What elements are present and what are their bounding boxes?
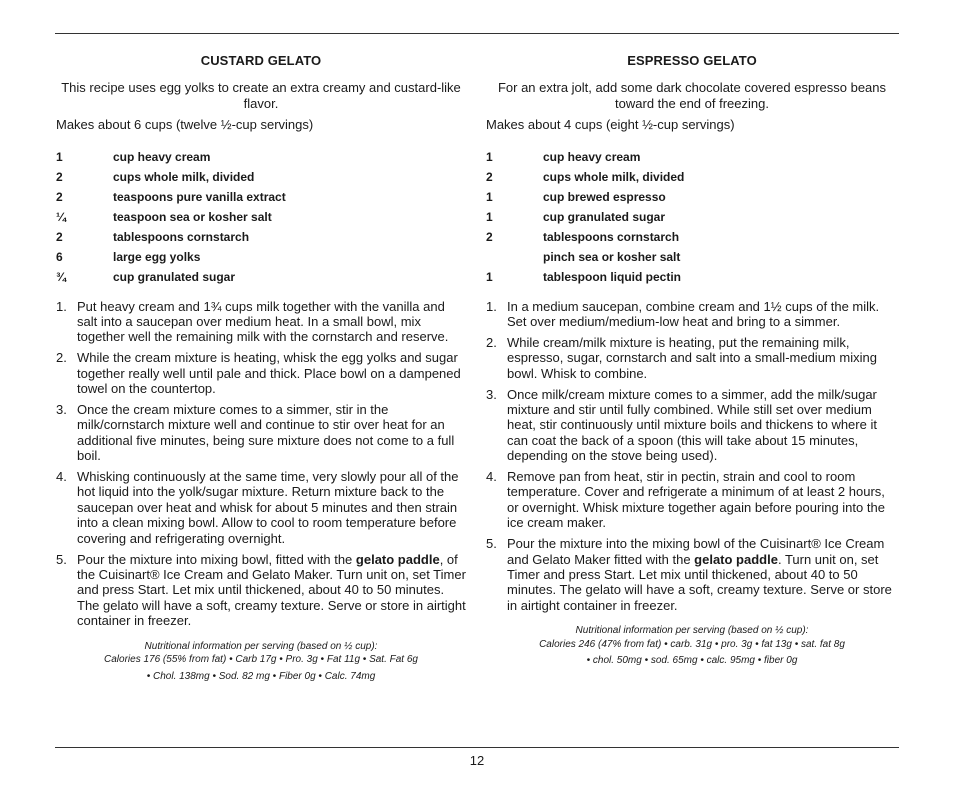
step-text-part: Pour the mixture into the mixing bowl of the Cuisinart® Ice Cream and Gelato Maker fitted with the	[507, 536, 885, 567]
step-item	[486, 335, 898, 381]
ingredient-item: cups whole milk, divided	[113, 169, 255, 184]
ingredient-row	[486, 167, 898, 187]
step-text: Remove pan from heat, stir in pectin, strain and cool to room temperature. Cover and refrigerate a minimum of at least 2 hours, or overnight. Whisk mixture together again before pouring into the ice cream maker.	[507, 469, 885, 531]
ingredient-qty: 2	[56, 189, 63, 204]
bottom-rule	[55, 747, 899, 748]
step-item	[56, 469, 466, 546]
step-number: 2.	[56, 350, 67, 366]
recipe-yield: Makes about 4 cups (eight ½-cup servings)	[486, 117, 735, 132]
ingredient-row	[486, 207, 898, 227]
ingredient-item: teaspoon sea or kosher salt	[113, 209, 272, 224]
ingredient-qty: 1	[486, 149, 493, 164]
ingredient-qty: 2	[56, 169, 63, 184]
ingredient-item: cup granulated sugar	[543, 209, 666, 224]
ingredient-list	[56, 147, 466, 287]
recipe-intro: This recipe uses egg yolks to create an extra creamy and custard-like flavor.	[61, 80, 461, 111]
nutrition-heading: Nutritional information per serving (based on ½ cup):	[144, 640, 378, 652]
ingredient-row	[486, 147, 898, 167]
ingredient-qty: 1	[56, 149, 63, 164]
step-text-part: Pour the mixture into mixing bowl, fitted with the	[77, 551, 356, 567]
ingredient-row	[56, 227, 466, 247]
step-number: 4.	[486, 469, 497, 485]
ingredient-item: cups whole milk, divided	[543, 169, 685, 184]
step-text: Once the cream mixture comes to a simmer, stir in the milk/cornstarch mixture well and continue to stir over heat for an additional five minutes, being sure mixture does not come to a full boil.	[77, 401, 455, 464]
top-rule	[55, 33, 899, 34]
ingredient-row	[486, 267, 898, 287]
recipe-intro: For an extra jolt, add some dark chocolate covered espresso beans toward the end of freezing.	[497, 80, 887, 111]
ingredient-item: tablespoons cornstarch	[543, 229, 680, 244]
ingredient-item: tablespoons cornstarch	[113, 229, 250, 244]
step-number: 1.	[56, 298, 67, 314]
ingredient-row	[56, 147, 466, 167]
step-text-part: , of the Cuisinart® Ice Cream and Gelato Maker. Turn unit on, set Timer and press Start. Let mix until thickened, about 40 to 50 minutes. The gelato will have a soft, creamy texture. Serve or store in airtight container in freezer.	[77, 551, 466, 629]
nutrition-line: • chol. 50mg • sod. 65mg • calc. 95mg • fiber 0g	[586, 655, 798, 667]
ingredient-qty: ¾	[56, 269, 67, 284]
nutrition-line: • Chol. 138mg • Sod. 82 mg • Fiber 0g • Calc. 74mg	[146, 670, 376, 682]
gelato-paddle-emphasis: gelato paddle	[694, 551, 778, 567]
step-list	[486, 299, 898, 614]
ingredient-item: pinch sea or kosher salt	[543, 249, 681, 264]
step-number: 5.	[56, 551, 67, 567]
nutrition-info	[486, 624, 898, 668]
step-text	[77, 552, 466, 629]
step-item	[56, 552, 466, 629]
step-item	[486, 299, 898, 330]
ingredient-qty: ¼	[56, 209, 67, 224]
recipe-yield: Makes about 6 cups (twelve ½-cup servings)	[56, 117, 314, 132]
step-number: 3.	[486, 386, 497, 402]
step-number: 3.	[56, 401, 67, 417]
step-text	[507, 536, 898, 613]
step-item	[56, 402, 466, 464]
step-item	[486, 387, 898, 464]
gelato-paddle-emphasis: gelato paddle	[355, 551, 440, 567]
recipe-title: CUSTARD GELATO	[200, 53, 322, 68]
ingredient-qty: 6	[56, 249, 63, 264]
ingredient-qty: 2	[486, 169, 493, 184]
ingredient-qty: 1	[486, 269, 493, 284]
step-text: While the cream mixture is heating, whisk the egg yolks and sugar together really well until pale and thick. Place bowl on a dampened towel on the countertop.	[77, 350, 461, 397]
ingredient-row	[56, 167, 466, 187]
ingredient-list	[486, 147, 898, 287]
espresso-gelato-recipe	[486, 53, 898, 668]
step-number: 2.	[486, 334, 497, 350]
ingredient-item: tablespoon liquid pectin	[543, 269, 681, 284]
ingredient-item: cup heavy cream	[113, 149, 211, 164]
ingredient-row	[56, 207, 466, 227]
page-number: 12	[469, 753, 485, 768]
step-text: While cream/milk mixture is heating, put the remaining milk, espresso, sugar, cornstarch and salt into a small-medium mixing bowl. Whisk to combine.	[507, 334, 877, 381]
step-number: 4.	[56, 469, 67, 485]
ingredient-row	[486, 187, 898, 207]
ingredient-row	[56, 247, 466, 267]
step-text: In a medium saucepan, combine cream and 1½ cups of the milk. Set over medium/medium-low heat and bring to a simmer.	[507, 298, 880, 329]
step-text: Put heavy cream and 1¾ cups milk together with the vanilla and salt into a saucepan over medium heat. In a small bowl, mix together well the remaining milk with the cornstarch and reserve.	[77, 298, 449, 345]
nutrition-line: Calories 246 (47% from fat) • carb. 31g • pro. 3g • fat 13g • sat. fat 8g	[539, 638, 845, 650]
ingredient-item: cup brewed espresso	[543, 189, 666, 204]
nutrition-line: Calories 176 (55% from fat) • Carb 17g • Pro. 3g • Fat 11g • Sat. Fat 6g	[104, 654, 418, 666]
step-item	[486, 536, 898, 613]
nutrition-info	[56, 640, 466, 684]
step-number: 1.	[486, 298, 497, 314]
step-text-part: . Turn unit on, set Timer and press Start. Let mix until thickened, about 40 to 50 minutes. The gelato will have a soft, creamy texture. Serve or store in airtight container in freezer.	[507, 551, 892, 613]
custard-gelato-recipe	[56, 53, 466, 683]
ingredient-row	[56, 267, 466, 287]
ingredient-item: large egg yolks	[113, 249, 201, 264]
ingredient-qty: 2	[486, 229, 493, 244]
ingredient-qty: 1	[486, 189, 493, 204]
step-item	[56, 350, 466, 396]
step-text: Whisking continuously at the same time, very slowly pour all of the hot liquid into the yolk/sugar mixture. Return mixture back to the saucepan over heat and whisk for about 5 minutes and then strain into a clean mixing bowl. Allow to cool to room temperature before covering and refrigerating overnight.	[77, 469, 459, 546]
recipe-title: ESPRESSO GELATO	[627, 53, 757, 68]
ingredient-item: teaspoons pure vanilla extract	[113, 189, 286, 204]
step-number: 5.	[486, 536, 497, 552]
ingredient-qty: 2	[56, 229, 63, 244]
ingredient-qty	[486, 247, 543, 267]
ingredient-item: cup granulated sugar	[113, 269, 236, 284]
step-item	[56, 299, 466, 345]
ingredient-row	[486, 227, 898, 247]
ingredient-qty: 1	[486, 209, 493, 224]
ingredient-row	[486, 247, 898, 267]
ingredient-item: cup heavy cream	[543, 149, 641, 164]
step-list	[56, 299, 466, 629]
ingredient-row	[56, 187, 466, 207]
step-text: Once milk/cream mixture comes to a simmer, add the milk/sugar mixture and stir until fully combined. While still set over medium heat, stir continuously until mixture boils and thickens to where it can coat the back of a spoon (this will take about 15 minutes, depending on the stove being used).	[507, 386, 877, 464]
nutrition-heading: Nutritional information per serving (based on ½ cup):	[575, 625, 809, 637]
step-item	[486, 469, 898, 531]
